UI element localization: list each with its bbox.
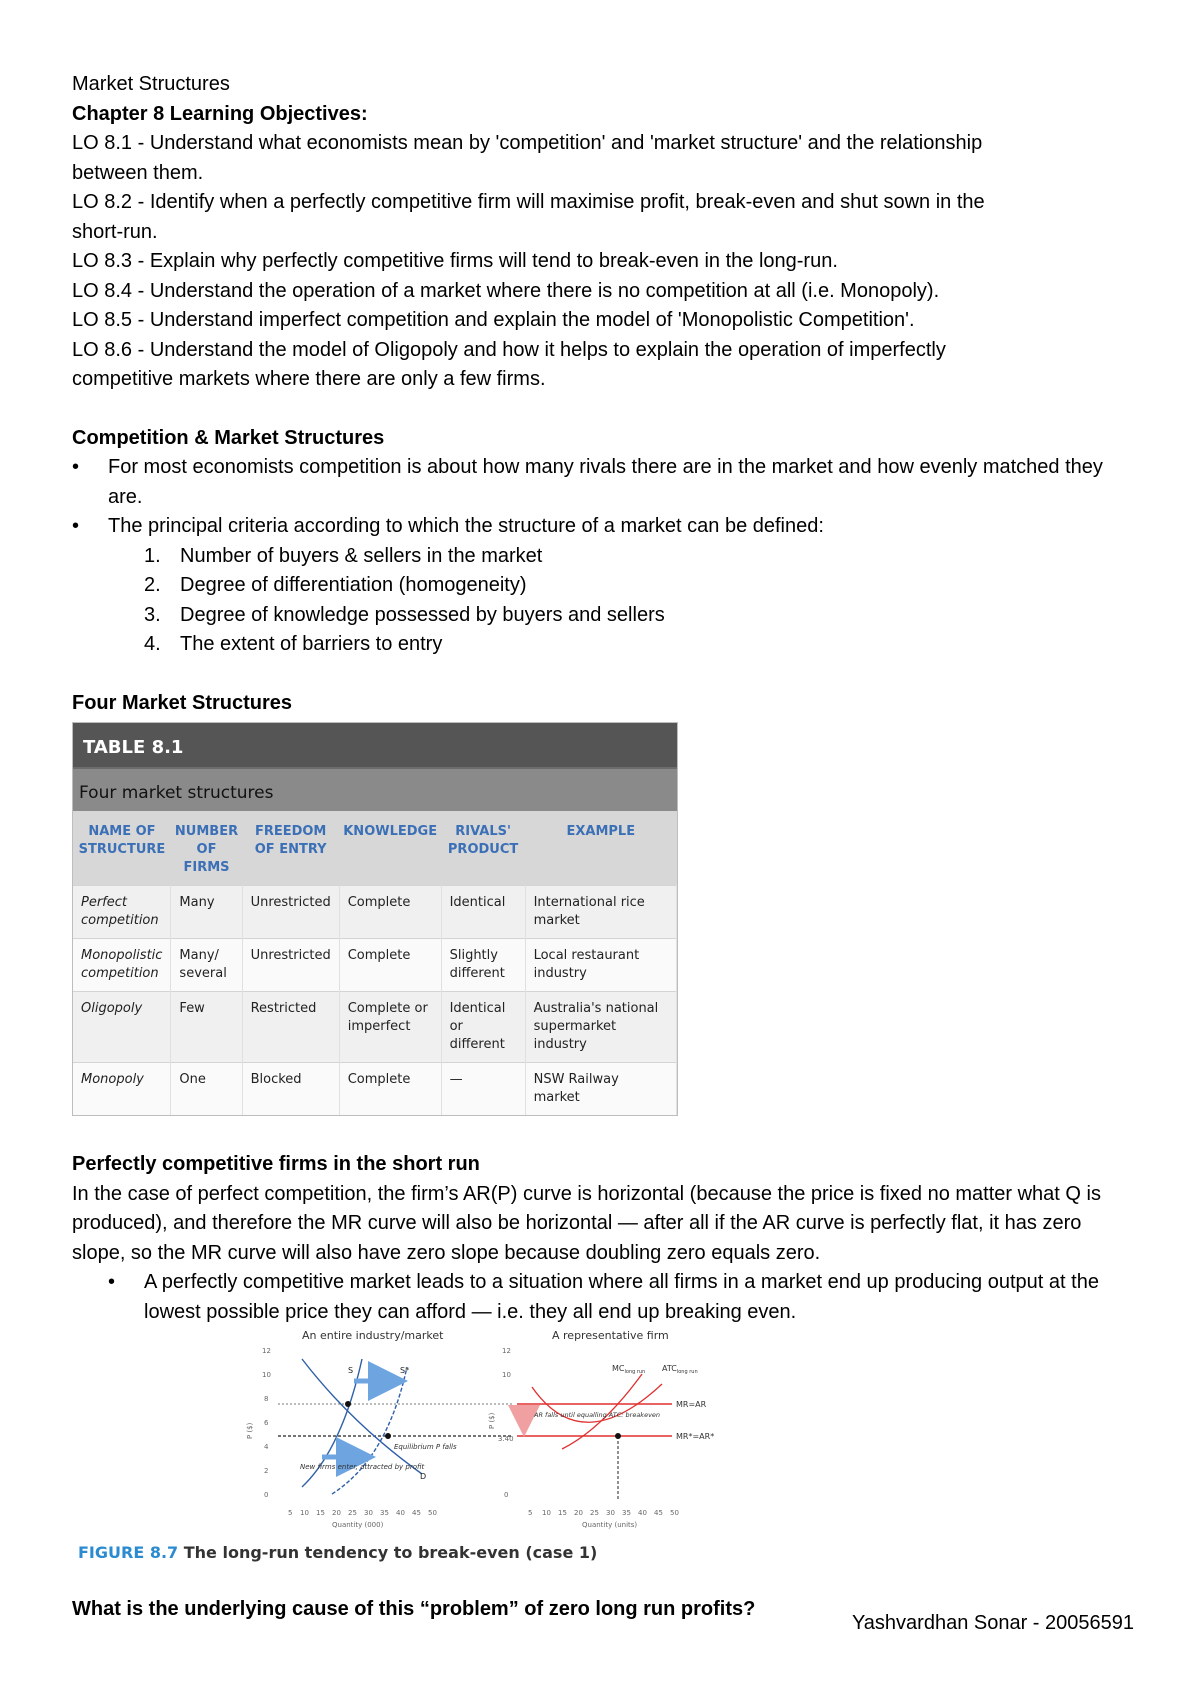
figure-caption (78, 1541, 1132, 1565)
criteria-text: Degree of differentiation (homogeneity) (180, 574, 527, 596)
ytick: 0 (264, 1491, 269, 1499)
criteria-num: 1. (144, 544, 161, 567)
criteria-item (144, 542, 1132, 572)
mc-text: MC (612, 1364, 625, 1373)
new-equilibrium-point (385, 1433, 391, 1439)
table-cell: NSW Railway market (525, 1063, 676, 1116)
right-xlabel: Quantity (units) (582, 1521, 638, 1529)
objectives-heading: Chapter 8 Learning Objectives: (72, 102, 368, 125)
xtick: 5 (528, 1509, 533, 1517)
competition-heading: Competition & Market Structures (72, 426, 385, 449)
xtick: 10 (300, 1509, 309, 1517)
criteria-list (72, 542, 1132, 660)
left-ylabel: P ($) (246, 1422, 254, 1439)
ytick: 12 (502, 1347, 511, 1355)
xtick: 20 (574, 1509, 583, 1517)
xtick: 50 (428, 1509, 437, 1517)
figure-long-run (182, 1329, 742, 1541)
table-row (73, 886, 677, 939)
table-cell: Complete (339, 1063, 441, 1116)
criteria-num: 2. (144, 574, 161, 596)
table-cell: Perfect competition (73, 886, 171, 939)
table-cell: Oligopoly (73, 992, 171, 1063)
table-cell: Australia's national supermarket industry (525, 992, 676, 1063)
table-cell: Unrestricted (242, 886, 339, 939)
left-xlabel: Quantity (000) (332, 1521, 384, 1529)
table-cell: Blocked (242, 1063, 339, 1116)
ytick: 10 (262, 1371, 271, 1379)
doc-title: Market Structures (72, 73, 230, 95)
left-yticks (262, 1347, 271, 1499)
breakeven-point (615, 1433, 621, 1439)
table-cell: — (441, 1063, 525, 1116)
document-page (72, 70, 1132, 1625)
xtick: 40 (638, 1509, 647, 1517)
xtick: 30 (364, 1509, 373, 1517)
label-equilibrium: Equilibrium P falls (394, 1443, 457, 1451)
bullet-item: • The principal criteria according to which the structure of a market can be defined: (72, 512, 1132, 542)
right-yticks (498, 1347, 514, 1499)
ytick: 12 (262, 1347, 271, 1355)
table-cell: Complete or imperfect (339, 992, 441, 1063)
objective-line: between them. (72, 161, 204, 184)
right-panel-title: A representative firm (552, 1329, 669, 1342)
objective-line: LO 8.1 - Understand what economists mean by 'competition' and 'market structure' and the relationship (72, 132, 983, 154)
objective-line: competitive markets where there are only a few firms. (72, 368, 546, 390)
label-d: D (420, 1472, 427, 1481)
table-cell: Unrestricted (242, 939, 339, 992)
table-cell: Identical or different (441, 992, 525, 1063)
criteria-num: 4. (144, 633, 161, 655)
short-run-heading: Perfectly competitive firms in the short run (72, 1153, 480, 1175)
table-row (73, 939, 677, 992)
objective-line: LO 8.4 - Understand the operation of a market where there is no competition at all (i.e. Monopoly). (72, 279, 940, 302)
column-header: EXAMPLE (525, 811, 676, 886)
column-header: NAME OF STRUCTURE (73, 811, 171, 886)
left-panel-title: An entire industry/market (302, 1329, 444, 1342)
xtick: 35 (380, 1509, 389, 1517)
criteria-text: The extent of barriers to entry (180, 633, 443, 655)
criteria-item (144, 630, 1132, 660)
objective-line: LO 8.2 - Identify when a perfectly competitive firm will maximise profit, break-even and shut sown in the (72, 191, 985, 213)
supply-curve-s2 (332, 1366, 410, 1494)
figure-caption-text: The long-run tendency to break-even (case 1) (183, 1543, 598, 1562)
xtick: 30 (606, 1509, 615, 1517)
competition-bullets (72, 453, 1132, 542)
column-header: KNOWLEDGE (339, 811, 441, 886)
label-s: S (348, 1366, 354, 1375)
right-ylabel: P ($) (488, 1412, 496, 1429)
xtick: 10 (542, 1509, 551, 1517)
ytick: 0 (504, 1491, 509, 1499)
table-cell: International rice market (525, 886, 676, 939)
table-cell: Few (171, 992, 242, 1063)
criteria-num: 3. (144, 603, 161, 626)
column-header: RIVALS' PRODUCT (441, 811, 525, 886)
objective-line: short-run. (72, 220, 158, 243)
xtick: 20 (332, 1509, 341, 1517)
short-run-paragraph: In the case of perfect competition, the firm’s AR(P) curve is horizontal (because the price is fixed no matter what Q is produced), and therefore the MR curve will also be horizontal — after all if the AR curve is perfectly flat, it has zero slope, so the MR curve will also have zero slope because doubling zero equals zero. (72, 1182, 1101, 1264)
column-header: FREEDOM OF ENTRY (242, 811, 339, 886)
table-cell: Restricted (242, 992, 339, 1063)
ytick: 2 (264, 1467, 269, 1475)
table-cell: Many (171, 886, 242, 939)
atc-subscript: long run (676, 1369, 698, 1375)
xtick: 40 (396, 1509, 405, 1517)
ytick: 10 (502, 1371, 511, 1379)
column-header: NUMBER OF FIRMS (171, 811, 242, 886)
xtick: 50 (670, 1509, 679, 1517)
table-cell: Complete (339, 886, 441, 939)
xtick: 45 (654, 1509, 663, 1517)
table-cell: One (171, 1063, 242, 1116)
table-cell: Identical (441, 886, 525, 939)
criteria-text: Degree of knowledge possessed by buyers and sellers (180, 603, 665, 626)
table-label: TABLE 8.1 (73, 723, 677, 767)
four-structures-heading: Four Market Structures (72, 691, 293, 714)
author-signature: Yashvardhan Sonar - 20056591 (851, 1612, 1134, 1634)
ytick: 3.40 (498, 1435, 514, 1443)
criteria-item (144, 571, 1132, 601)
xtick: 45 (412, 1509, 421, 1517)
table-row (73, 1063, 677, 1116)
table-cell: Monopolistic competition (73, 939, 171, 992)
right-xticks (528, 1509, 679, 1517)
short-run-bullets (72, 1268, 1132, 1327)
xtick: 35 (622, 1509, 631, 1517)
label-new-firms: New firms enter, attracted by profit (300, 1463, 425, 1471)
objective-line: LO 8.6 - Understand the model of Oligopoly and how it helps to explain the operation of imperfectly (72, 338, 946, 361)
label-mc (612, 1364, 645, 1375)
label-mr-ar: MR=AR (676, 1400, 707, 1409)
old-equilibrium-point (345, 1401, 351, 1407)
xtick: 25 (590, 1509, 599, 1517)
table-cell: Many/ several (171, 939, 242, 992)
ytick: 8 (264, 1395, 269, 1403)
criteria-text: Number of buyers & sellers in the market (180, 544, 543, 567)
criteria-item (144, 601, 1132, 631)
table-header-row (73, 811, 677, 886)
table-row (73, 992, 677, 1063)
left-xticks (288, 1509, 437, 1517)
figure-label: FIGURE 8.7 (78, 1543, 179, 1562)
ytick: 4 (264, 1443, 269, 1451)
atc-text: ATC (662, 1364, 677, 1373)
table-cell: Local restaurant industry (525, 939, 676, 992)
table-subtitle: Four market structures (73, 767, 677, 811)
table-grid (73, 811, 677, 1115)
xtick: 15 (558, 1509, 567, 1517)
mc-subscript: long run (624, 1369, 646, 1375)
market-structures-table (72, 722, 678, 1116)
question-line: What is the underlying cause of this “problem” of zero long run profits? (72, 1598, 756, 1620)
objectives-list (72, 129, 1132, 395)
table-cell: Monopoly (73, 1063, 171, 1116)
xtick: 5 (288, 1509, 293, 1517)
xtick: 25 (348, 1509, 357, 1517)
bullet-item: • A perfectly competitive market leads to a situation where all firms in a market end up producing output at the lowest possible price they can afford — i.e. they all end up breaking even. (108, 1268, 1132, 1327)
figure-svg (182, 1329, 742, 1541)
label-s2: S* (400, 1366, 410, 1375)
table-cell: Complete (339, 939, 441, 992)
objective-line: LO 8.5 - Understand imperfect competition and explain the model of 'Monopolistic Competition'. (72, 309, 915, 331)
label-mr-ar-star: MR*=AR* (676, 1432, 715, 1441)
label-ar-falls: AR falls until equalling ATC: breakeven (534, 1411, 661, 1419)
objective-line: LO 8.3 - Explain why perfectly competitive firms will tend to break-even in the long-run. (72, 250, 838, 272)
table-cell: Slightly different (441, 939, 525, 992)
ytick: 6 (264, 1419, 269, 1427)
xtick: 15 (316, 1509, 325, 1517)
bullet-item: • For most economists competition is about how many rivals there are in the market and how evenly matched they are. (72, 453, 1132, 512)
label-atc (662, 1364, 698, 1375)
